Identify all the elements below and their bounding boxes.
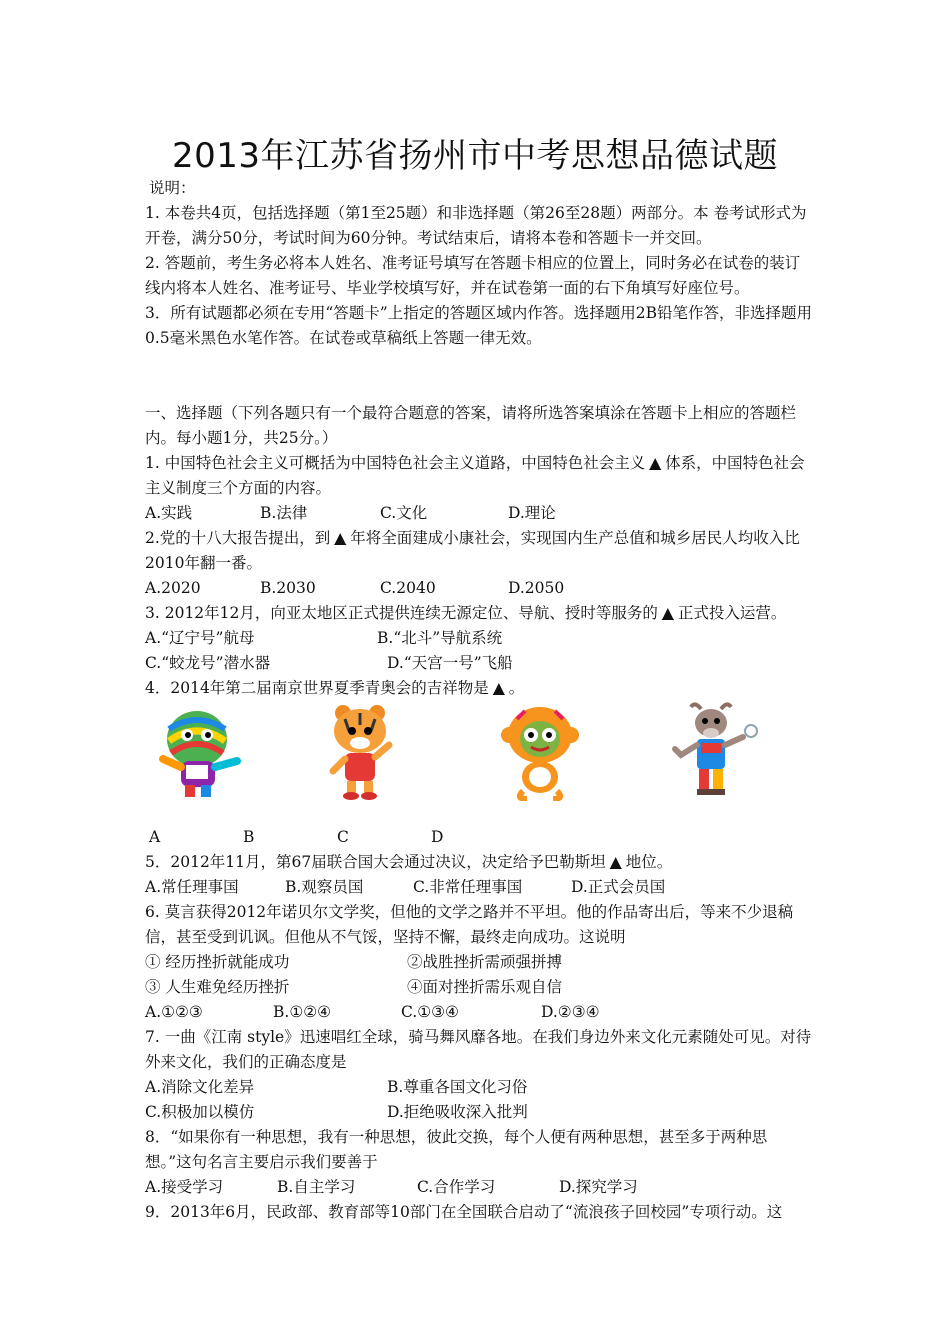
options-q8 <box>145 1175 813 1200</box>
option-d: D.“天宫一号”飞船 <box>387 654 513 672</box>
options-q2 <box>145 576 813 601</box>
option-b: B.观察员国 <box>285 878 364 896</box>
option-a: A.①②③ <box>145 1003 203 1021</box>
question-3: 3. 2012年12月，向亚太地区正式提供连续无源定位、导航、授时等服务的 ▲ 正式投入运营。 <box>145 604 787 622</box>
option-d: D.探究学习 <box>559 1178 638 1196</box>
option-c: C.①③④ <box>401 1003 459 1021</box>
statements-q6 <box>145 950 813 975</box>
mascot-label-d: D <box>431 828 444 846</box>
question-4: 4．2014年第二届南京世界夏季青奥会的吉祥物是 ▲ 。 <box>145 679 525 697</box>
option-a: A.2020 <box>145 579 201 597</box>
mascot-images <box>145 701 813 825</box>
statement: ① 经历挫折就能成功 <box>145 953 290 971</box>
answer-blank: ▲ <box>661 604 674 622</box>
option-c: C.“蛟龙号”潜水器 <box>145 654 271 672</box>
option-b: B.法律 <box>260 504 308 522</box>
options-q5 <box>145 875 813 900</box>
answer-blank: ▲ <box>609 853 622 871</box>
mascot-a-image <box>153 701 248 801</box>
option-a: A.实践 <box>145 504 193 522</box>
statement: ②战胜挫折需顽强拼搏 <box>407 953 563 971</box>
option-b: B.2030 <box>260 579 316 597</box>
statement: ③ 人生难免经历挫折 <box>145 978 290 996</box>
options-q1 <box>145 501 813 526</box>
question-7: 7. 一曲《江南 style》迅速唱红全球，骑马舞风靡各地。在我们身边外来文化元素随处可见。对待外来文化，我们的正确态度是 <box>145 1028 812 1071</box>
mascot-c-image <box>495 701 585 801</box>
option-d: D.2050 <box>508 579 565 597</box>
intro-item: 1. 本卷共4页，包括选择题（第1至25题）和非选择题（第26至28题）两部分。本 卷考试形式为开卷，满分50分，考试时间为60分钟。考试结束后，请将本卷和答题卡一并交回。 <box>145 204 807 247</box>
option-c: C.积极加以模仿 <box>145 1103 255 1121</box>
option-c: C.2040 <box>380 579 436 597</box>
section-heading: 一、选择题（下列各题只有一个最符合题意的答案，请将所选答案填涂在答题卡上相应的答题栏内。每小题1分，共25分。） <box>145 404 797 447</box>
exam-body <box>145 176 813 1225</box>
question-1: 1. 中国特色社会主义可概括为中国特色社会主义道路，中国特色社会主义 ▲ 体系，中国特色社会主义制度三个方面的内容。 <box>145 454 805 497</box>
options-q6 <box>145 1000 813 1025</box>
option-d: D.拒绝吸收深入批判 <box>387 1103 528 1121</box>
options-q3 <box>145 651 813 676</box>
option-b: B.“北斗”导航系统 <box>377 629 503 647</box>
option-c: C.非常任理事国 <box>413 878 523 896</box>
intro-item: 3．所有试题都必须在专用“答题卡”上指定的答题区域内作答。选择题用2B铅笔作答，非选择题用0.5毫米黑色水笔作答。在试卷或草稿纸上答题一律无效。 <box>145 304 812 347</box>
answer-blank: ▲ <box>649 454 662 472</box>
mascot-label-b: B <box>243 828 255 846</box>
answer-blank: ▲ <box>492 679 505 697</box>
question-2: 2.党的十八大报告提出，到 ▲ 年将全面建成小康社会，实现国内生产总值和城乡居民人均收入比2010年翻一番。 <box>145 529 800 572</box>
question-9: 9．2013年6月，民政部、教育部等10部门在全国联合启动了“流浪孩子回校园”专项行动。这 <box>145 1203 783 1221</box>
intro-item: 2. 答题前，考生务必将本人姓名、准考证号填写在答题卡相应的位置上，同时务必在试卷的装订线内将本人姓名、准考证号、毕业学校填写好，并在试卷第一面的右下角填写好座位号。 <box>145 254 801 297</box>
option-c: C.合作学习 <box>417 1178 496 1196</box>
mascot-labels <box>145 825 813 850</box>
option-a: A.消除文化差异 <box>145 1078 255 1096</box>
option-c: C.文化 <box>380 504 428 522</box>
options-q3 <box>145 626 813 651</box>
option-a: A.接受学习 <box>145 1178 224 1196</box>
option-d: D.②③④ <box>541 1003 600 1021</box>
page-title: 2013年江苏省扬州市中考思想品德试题 <box>171 136 779 176</box>
question-5: 5．2012年11月，第67届联合国大会通过决议，决定给予巴勒斯坦 ▲ 地位。 <box>145 853 673 871</box>
statement: ④面对挫折需乐观自信 <box>407 978 563 996</box>
question-8: 8．“如果你有一种思想，我有一种思想，彼此交换，每个人便有两种思想，甚至多于两种思想。”这句名言主要启示我们要善于 <box>145 1128 768 1171</box>
option-a: A.“辽宁号”航母 <box>145 629 255 647</box>
question-6: 6. 莫言获得2012年诺贝尔文学奖，但他的文学之路并不平坦。他的作品寄出后，等来不少退稿信，甚至受到讥讽。但他从不气馁，坚持不懈，最终走向成功。这说明 <box>145 903 794 946</box>
mascot-b-image <box>315 701 405 801</box>
options-q7 <box>145 1100 813 1125</box>
option-d: D.理论 <box>508 504 556 522</box>
mascot-d-image <box>665 701 765 801</box>
option-b: B.尊重各国文化习俗 <box>387 1078 528 1096</box>
options-q7 <box>145 1075 813 1100</box>
option-d: D.正式会员国 <box>571 878 666 896</box>
statements-q6 <box>145 975 813 1000</box>
option-a: A.常任理事国 <box>145 878 239 896</box>
mascot-label-a: A <box>149 828 161 846</box>
option-b: B.自主学习 <box>277 1178 356 1196</box>
option-b: B.①②④ <box>273 1003 332 1021</box>
intro-heading: 说明： <box>149 179 196 197</box>
mascot-label-c: C <box>337 828 349 846</box>
answer-blank: ▲ <box>334 529 347 547</box>
